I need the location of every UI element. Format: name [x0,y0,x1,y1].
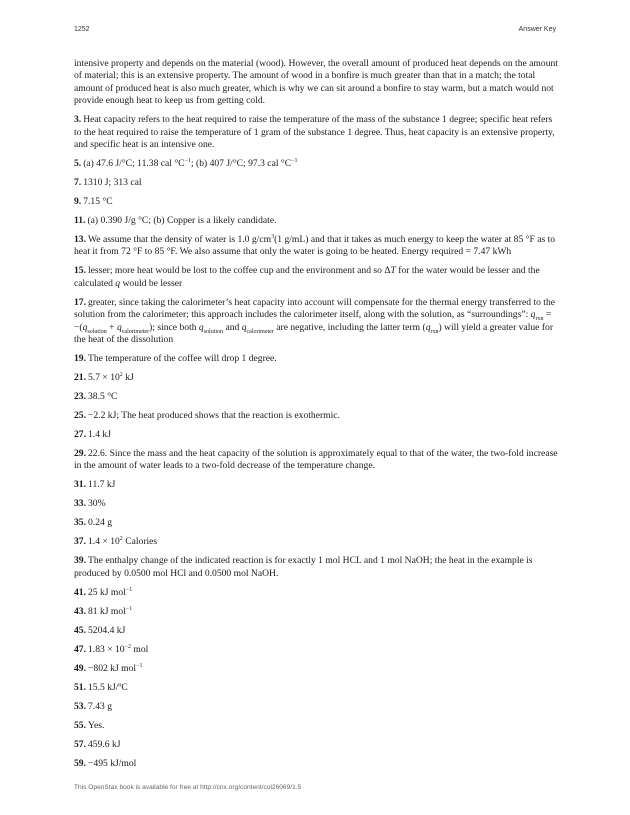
answer-text: 1.83 × 10 [88,643,125,655]
answer-text: 0.24 g [88,517,112,529]
answer-3 [74,114,558,151]
answer-number: 41. [74,586,86,598]
intro-paragraph: intensive property and depends on the material (wood). However, the overall amount of produced heat depends on the amount of material; this is an extensive property. The amount of wood in a bonfire is much greater than that in a match; the total amount of produced heat is also much greater, which is why we can sit around a bonfire to stay warm, but a match would not provide enough heat to keep us from getting cold. [74,58,558,107]
answer-47 [74,644,558,656]
answer-21 [74,372,558,384]
answer-number: 35. [74,517,86,529]
answer-15 [74,265,558,290]
answer-number: 53. [74,700,86,712]
answer-17 [74,297,558,347]
answer-5 [74,158,558,170]
answer-text: 7.43 g [88,700,112,712]
answer-text: 22.6. Since the mass and the heat capacity of the solution is approximately equal to that of the water, the two-fold increase in the amount of water leads to a two-fold decrease of the temperature change. [74,448,558,472]
answer-text: −495 kJ/mol [88,757,137,769]
answer-number: 49. [74,662,86,674]
answer-number: 31. [74,479,86,491]
answer-35 [74,517,558,529]
answer-text: ); since both [149,321,199,333]
answer-text: 38.5 °C [88,391,118,403]
answer-33 [74,498,558,510]
answer-number: 43. [74,605,86,617]
answer-23 [74,391,558,403]
answer-number: 21. [74,372,86,384]
superscript: −1 [136,662,143,669]
answer-number: 11. [74,215,86,227]
answer-text: 1.4 × 10 [88,536,120,548]
answer-number: 45. [74,624,86,636]
subscript: calorimeter [121,328,150,335]
answer-text: + [106,321,117,333]
answer-number: 59. [74,757,86,769]
variable: q [425,321,431,333]
answer-text: 7.15 °C [83,196,113,208]
variable: q [530,309,536,321]
superscript: 2 [119,371,123,378]
answer-text: 1.4 kJ [88,429,111,441]
answer-text: Yes. [88,719,105,731]
answer-text: ) will yield a greater value for the heat of the dissolution [74,321,554,346]
answer-13 [74,234,558,259]
answer-11 [74,215,558,227]
superscript: −1 [291,157,298,164]
running-header: Answer Key [518,26,556,33]
answer-57 [74,739,558,751]
answer-text: The temperature of the coffee will drop 1 degree. [88,353,277,365]
answer-text: ; (b) 407 J/°C; 97.3 cal °C [190,158,292,170]
superscript: 3 [271,233,275,240]
superscript: −1 [125,586,133,593]
answer-51 [74,682,558,694]
answer-text: 5.7 × 10 [88,372,120,384]
answer-number: 9. [74,196,82,208]
answer-39 [74,555,558,580]
answer-text: We assume that the density of water is 1.0 g/cm [88,234,272,246]
answer-text: 459.6 kJ [88,738,121,750]
answer-7 [74,177,558,189]
variable: q [82,321,88,333]
answer-number: 25. [74,410,86,422]
answer-text: 25 kJ mol [88,586,126,598]
superscript: −2 [124,643,131,650]
answer-number: 39. [74,555,86,567]
answer-29 [74,448,558,473]
answer-number: 27. [74,429,86,441]
variable: q [116,321,122,333]
answer-text: (1 g/mL) and that it takes as much energy to keep the water at 85 °F as to heat it from 72 °F to 85 °F. We also assume that only the water is going to be heated. Energy required = 7.47 kWh [74,234,556,258]
answer-49 [74,663,558,675]
answer-text: Calories [122,536,158,548]
answer-text: lesser; more heat would be lost to the coffee cup and the environment and so Δ [88,265,391,277]
answer-text: would be lesser [120,277,183,289]
variable: T [390,265,396,277]
superscript: 2 [119,536,123,543]
answer-key-content [74,58,558,777]
answer-number: 37. [74,536,86,548]
subscript: rxn [535,316,544,323]
answer-number: 51. [74,681,86,693]
answer-text: for the water would be lesser and the calculated [74,265,540,289]
answer-number: 47. [74,643,86,655]
answer-text: Heat capacity refers to the heat required to raise the temperature of the mass of the substance 1 degree; specific heat refers to the heat required to raise the temperature of 1 gram of the substance 1 degree. Thus, heat capacity is an extensive property, and specific heat is an intensive one. [74,114,555,151]
superscript: −1 [184,157,191,164]
answer-number: 7. [74,177,82,189]
answer-text: greater, since taking the calorimeter’s heat capacity into account will compensate for the thermal energy transferred to the solution from the calorimeter; this approach includes the calorimeter itself, along with the solution, as “surroundings”: [74,296,556,321]
answer-text: 1310 J; 313 cal [83,177,142,189]
answer-number: 23. [74,391,86,403]
subscript: calorimeter [246,328,274,335]
answer-45 [74,625,558,637]
answer-number: 19. [74,353,86,365]
answer-text: and [223,321,242,333]
answer-text: 15.5 kJ/ºC [88,681,128,693]
answer-19 [74,353,558,365]
answer-text: (a) 47.6 J/°C; 11.38 cal °C [83,158,185,170]
answer-number: 15. [74,265,86,277]
answer-9 [74,196,558,208]
answer-25 [74,410,558,422]
answer-number: 33. [74,498,86,510]
answer-number: 3. [74,114,82,126]
answer-text: are negative, including the latter term ( [273,321,426,333]
superscript: −1 [125,605,133,612]
answer-text: −2.2 kJ; The heat produced shows that the reaction is exothermic. [88,410,340,422]
subscript: solution [87,328,107,335]
answer-27 [74,429,558,441]
answer-text: = −( [74,309,552,333]
answer-text: 81 kJ mol [88,605,126,617]
answer-number: 5. [74,158,82,170]
answer-text: −802 kJ mol [88,662,137,674]
answer-number: 29. [74,448,86,460]
page-footer: This OpenStax book is available for free at http://cnx.org/content/col26069/1.5 [74,784,302,791]
answer-59 [74,758,558,770]
answer-number: 17. [74,296,86,308]
answer-number: 57. [74,738,86,750]
page-number: 1252 [74,26,90,33]
answer-text: kJ [122,372,134,384]
answer-37 [74,536,558,548]
answer-text: The enthalpy change of the indicated reaction is for exactly 1 mol HCL and 1 mol NaOH; the heat in the example is produced by 0.0500 mol HCl and 0.0500 mol NaOH. [74,555,533,579]
answer-41 [74,587,558,599]
answer-text: 5204.4 kJ [88,624,126,636]
variable: q [241,321,247,333]
variable: q [198,321,204,333]
answer-text: 30% [88,498,106,510]
variable: q [115,277,121,289]
answer-text: (a) 0.390 J/g °C; (b) Copper is a likely candidate. [87,215,277,227]
answer-text: mol [130,643,149,655]
answer-number: 13. [74,234,86,246]
answer-text: 11.7 kJ [88,479,116,491]
answer-55 [74,720,558,732]
subscript: rxn [430,328,439,335]
subscript: solution [203,328,224,335]
answer-43 [74,606,558,618]
answer-number: 55. [74,719,86,731]
answer-53 [74,701,558,713]
answer-31 [74,479,558,491]
